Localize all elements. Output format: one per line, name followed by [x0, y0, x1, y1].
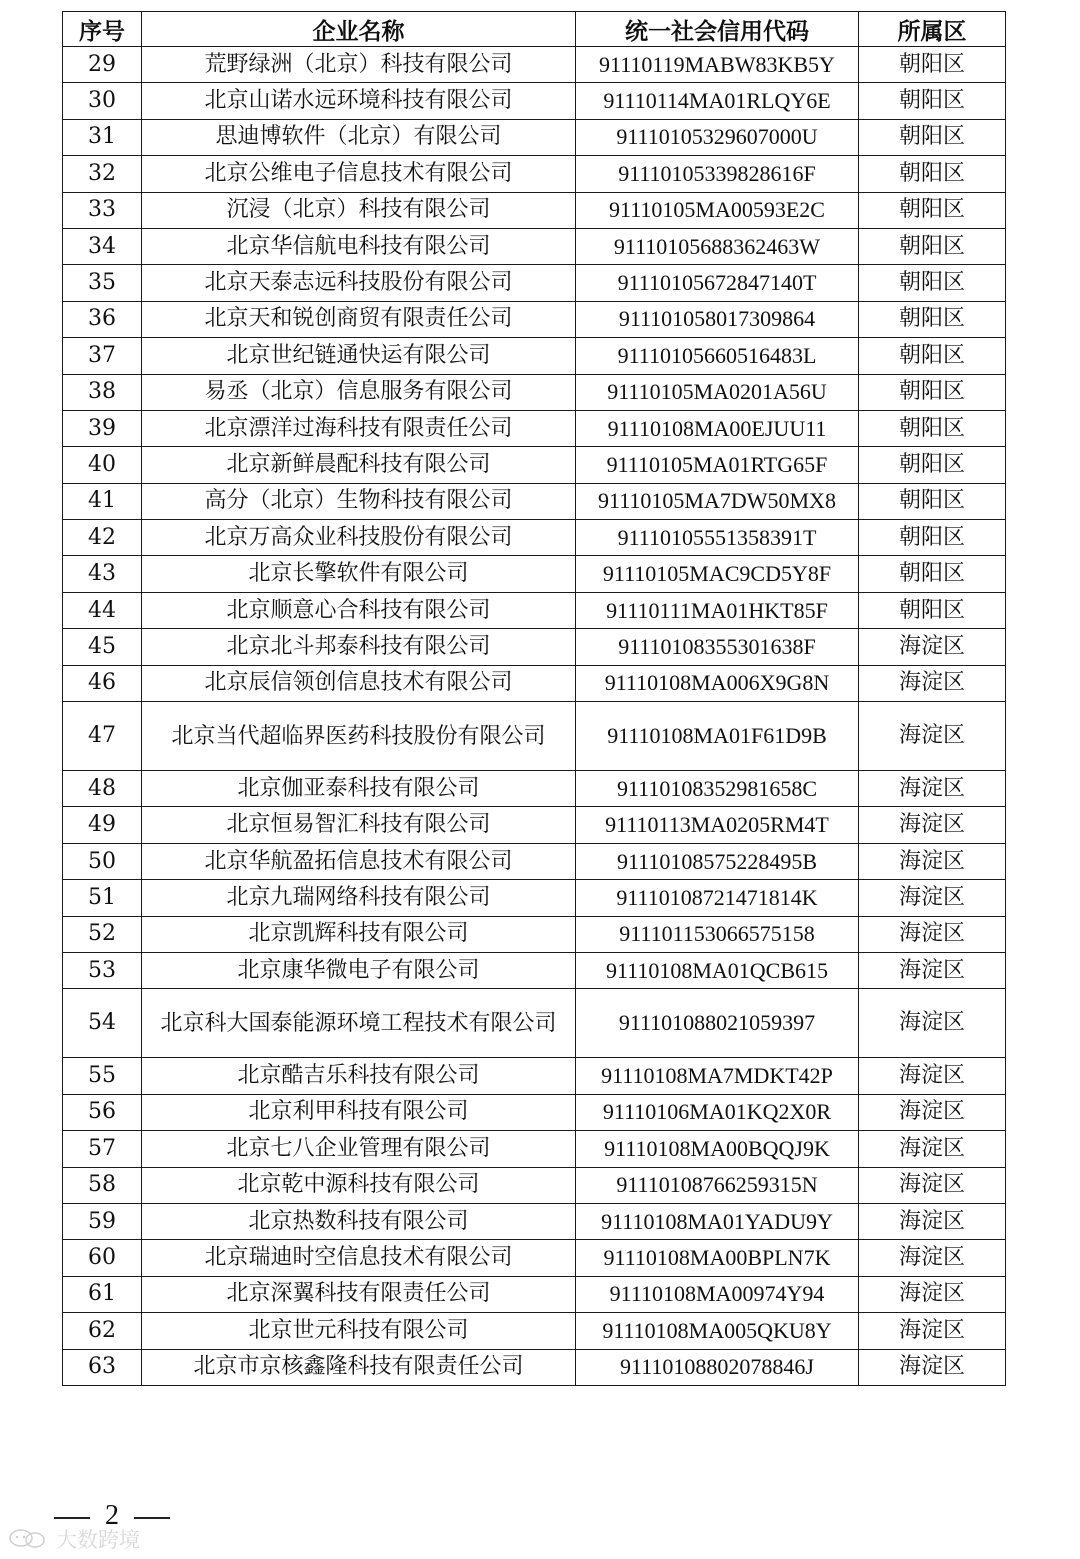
cell-credit-code: 91110108MA01YADU9Y	[576, 1203, 859, 1239]
table-row	[63, 952, 1006, 988]
watermark-text: 大数跨境	[56, 1528, 140, 1552]
table-row	[63, 592, 1006, 628]
cell-company-name: 北京热数科技有限公司	[142, 1203, 576, 1239]
cell-district: 海淀区	[859, 989, 1006, 1058]
cell-serial-number: 30	[63, 83, 142, 119]
cell-serial-number: 60	[63, 1240, 142, 1276]
cell-district: 朝阳区	[859, 592, 1006, 628]
cell-serial-number: 61	[63, 1276, 142, 1312]
table-header-row	[63, 12, 1006, 47]
cell-company-name: 北京康华微电子有限公司	[142, 952, 576, 988]
table-row	[63, 156, 1006, 192]
cell-company-name: 北京天和锐创商贸有限责任公司	[142, 301, 576, 337]
cell-district: 海淀区	[859, 1203, 1006, 1239]
cell-district: 海淀区	[859, 916, 1006, 952]
cell-district: 朝阳区	[859, 374, 1006, 410]
cell-district: 海淀区	[859, 771, 1006, 807]
cell-company-name: 北京新鲜晨配科技有限公司	[142, 447, 576, 483]
cell-serial-number: 32	[63, 156, 142, 192]
cell-company-name: 北京公维电子信息技术有限公司	[142, 156, 576, 192]
table-row	[63, 916, 1006, 952]
cell-serial-number: 63	[63, 1349, 142, 1385]
cell-credit-code: 91110119MABW83KB5Y	[576, 47, 859, 83]
cell-district: 海淀区	[859, 1058, 1006, 1094]
header-credit-code: 统一社会信用代码	[576, 12, 859, 47]
cell-credit-code: 91110105688362463W	[576, 228, 859, 264]
cell-district: 朝阳区	[859, 265, 1006, 301]
cell-company-name: 北京漂洋过海科技有限责任公司	[142, 410, 576, 446]
table-row	[63, 989, 1006, 1058]
cell-company-name: 北京万高众业科技股份有限公司	[142, 520, 576, 556]
cell-credit-code: 91110105551358391T	[576, 520, 859, 556]
table-row	[63, 880, 1006, 916]
cell-credit-code: 91110108MA00BQQJ9K	[576, 1131, 859, 1167]
table-row	[63, 1240, 1006, 1276]
cell-credit-code: 91110105660516483L	[576, 338, 859, 374]
cell-serial-number: 56	[63, 1094, 142, 1130]
cell-district: 朝阳区	[859, 47, 1006, 83]
header-serial-number: 序号	[63, 12, 142, 47]
table-row	[63, 1094, 1006, 1130]
cell-company-name: 北京辰信领创信息技术有限公司	[142, 665, 576, 701]
cell-company-name: 沉浸（北京）科技有限公司	[142, 192, 576, 228]
cell-serial-number: 34	[63, 228, 142, 264]
header-district: 所属区	[859, 12, 1006, 47]
cell-credit-code: 91110105MA0201A56U	[576, 374, 859, 410]
cell-company-name: 北京当代超临界医药科技股份有限公司	[142, 702, 576, 771]
cell-district: 海淀区	[859, 1167, 1006, 1203]
table-row	[63, 83, 1006, 119]
table-row	[63, 807, 1006, 843]
cell-credit-code: 91110114MA01RLQY6E	[576, 83, 859, 119]
footer-dash-left	[54, 1517, 90, 1519]
table-row	[63, 374, 1006, 410]
cell-company-name: 易丞（北京）信息服务有限公司	[142, 374, 576, 410]
cell-company-name: 北京科大国泰能源环境工程技术有限公司	[142, 989, 576, 1058]
table-row	[63, 1203, 1006, 1239]
cell-credit-code: 91110105MA7DW50MX8	[576, 483, 859, 519]
cell-serial-number: 31	[63, 119, 142, 155]
table-row	[63, 629, 1006, 665]
cell-credit-code: 91110108575228495B	[576, 843, 859, 879]
cell-serial-number: 41	[63, 483, 142, 519]
cell-district: 朝阳区	[859, 192, 1006, 228]
table-row	[63, 192, 1006, 228]
cell-company-name: 北京七八企业管理有限公司	[142, 1131, 576, 1167]
cell-credit-code: 91110108MA005QKU8Y	[576, 1313, 859, 1349]
cell-district: 海淀区	[859, 665, 1006, 701]
cell-district: 海淀区	[859, 843, 1006, 879]
cell-serial-number: 54	[63, 989, 142, 1058]
cell-district: 朝阳区	[859, 119, 1006, 155]
cell-credit-code: 911101058017309864	[576, 301, 859, 337]
cell-credit-code: 911101088021059397	[576, 989, 859, 1058]
cell-serial-number: 29	[63, 47, 142, 83]
cell-credit-code: 91110108MA006X9G8N	[576, 665, 859, 701]
cell-serial-number: 53	[63, 952, 142, 988]
table-row	[63, 665, 1006, 701]
cell-serial-number: 37	[63, 338, 142, 374]
cell-company-name: 北京乾中源科技有限公司	[142, 1167, 576, 1203]
cell-credit-code: 91110108355301638F	[576, 629, 859, 665]
cell-company-name: 北京市京核鑫隆科技有限责任公司	[142, 1349, 576, 1385]
cell-serial-number: 50	[63, 843, 142, 879]
table-row	[63, 338, 1006, 374]
cell-company-name: 北京世元科技有限公司	[142, 1313, 576, 1349]
cell-district: 朝阳区	[859, 338, 1006, 374]
table-row	[63, 1058, 1006, 1094]
cell-serial-number: 42	[63, 520, 142, 556]
cell-company-name: 北京北斗邦泰科技有限公司	[142, 629, 576, 665]
watermark	[8, 1524, 140, 1554]
cell-credit-code: 91110108MA7MDKT42P	[576, 1058, 859, 1094]
cell-serial-number: 44	[63, 592, 142, 628]
table-row	[63, 47, 1006, 83]
cell-company-name: 北京长擎软件有限公司	[142, 556, 576, 592]
table-row	[63, 228, 1006, 264]
cell-credit-code: 91110108352981658C	[576, 771, 859, 807]
cell-district: 朝阳区	[859, 410, 1006, 446]
cell-serial-number: 57	[63, 1131, 142, 1167]
table-row	[63, 520, 1006, 556]
cell-company-name: 北京天泰志远科技股份有限公司	[142, 265, 576, 301]
cell-credit-code: 91110108MA00974Y94	[576, 1276, 859, 1312]
table-row	[63, 265, 1006, 301]
cell-company-name: 北京顺意心合科技有限公司	[142, 592, 576, 628]
cell-district: 海淀区	[859, 1094, 1006, 1130]
cell-credit-code: 91110106MA01KQ2X0R	[576, 1094, 859, 1130]
cell-credit-code: 91110108MA00BPLN7K	[576, 1240, 859, 1276]
cell-company-name: 北京利甲科技有限公司	[142, 1094, 576, 1130]
cell-serial-number: 40	[63, 447, 142, 483]
cell-credit-code: 91110108MA01F61D9B	[576, 702, 859, 771]
cell-serial-number: 47	[63, 702, 142, 771]
cell-district: 朝阳区	[859, 556, 1006, 592]
cell-serial-number: 52	[63, 916, 142, 952]
table-row	[63, 556, 1006, 592]
cell-district: 朝阳区	[859, 156, 1006, 192]
cell-credit-code: 91110108721471814K	[576, 880, 859, 916]
header-company-name: 企业名称	[142, 12, 576, 47]
table-row	[63, 483, 1006, 519]
cell-district: 朝阳区	[859, 447, 1006, 483]
cell-serial-number: 35	[63, 265, 142, 301]
cell-serial-number: 59	[63, 1203, 142, 1239]
cell-serial-number: 33	[63, 192, 142, 228]
cell-company-name: 北京伽亚泰科技有限公司	[142, 771, 576, 807]
footer-dash-right	[134, 1517, 170, 1519]
cell-serial-number: 38	[63, 374, 142, 410]
cell-company-name: 北京凯辉科技有限公司	[142, 916, 576, 952]
cell-serial-number: 51	[63, 880, 142, 916]
cell-company-name: 高分（北京）生物科技有限公司	[142, 483, 576, 519]
table-row	[63, 843, 1006, 879]
table-row	[63, 301, 1006, 337]
cell-company-name: 北京世纪链通快运有限公司	[142, 338, 576, 374]
cell-serial-number: 36	[63, 301, 142, 337]
cell-serial-number: 62	[63, 1313, 142, 1349]
cell-serial-number: 58	[63, 1167, 142, 1203]
table-row	[63, 1131, 1006, 1167]
table-row	[63, 1349, 1006, 1385]
cell-district: 朝阳区	[859, 83, 1006, 119]
cell-serial-number: 46	[63, 665, 142, 701]
table-row	[63, 771, 1006, 807]
cell-serial-number: 48	[63, 771, 142, 807]
cell-district: 海淀区	[859, 1240, 1006, 1276]
cell-company-name: 荒野绿洲（北京）科技有限公司	[142, 47, 576, 83]
table-row	[63, 119, 1006, 155]
cell-district: 朝阳区	[859, 520, 1006, 556]
cell-district: 海淀区	[859, 1131, 1006, 1167]
cell-credit-code: 91110111MA01HKT85F	[576, 592, 859, 628]
cell-district: 朝阳区	[859, 228, 1006, 264]
cell-district: 海淀区	[859, 880, 1006, 916]
cell-district: 海淀区	[859, 702, 1006, 771]
cell-credit-code: 91110108802078846J	[576, 1349, 859, 1385]
cell-company-name: 北京华信航电科技有限公司	[142, 228, 576, 264]
cell-credit-code: 91110105MAC9CD5Y8F	[576, 556, 859, 592]
table-row	[63, 1313, 1006, 1349]
cell-credit-code: 91110105MA00593E2C	[576, 192, 859, 228]
cell-district: 朝阳区	[859, 483, 1006, 519]
cell-district: 朝阳区	[859, 301, 1006, 337]
cell-district: 海淀区	[859, 952, 1006, 988]
company-list-table	[62, 11, 1006, 1386]
cell-company-name: 北京瑞迪时空信息技术有限公司	[142, 1240, 576, 1276]
table-row	[63, 1276, 1006, 1312]
cell-district: 海淀区	[859, 1349, 1006, 1385]
cell-credit-code: 91110105672847140T	[576, 265, 859, 301]
cell-company-name: 北京深翼科技有限责任公司	[142, 1276, 576, 1312]
page-number: 2	[105, 1500, 119, 1531]
cell-credit-code: 91110108MA01QCB615	[576, 952, 859, 988]
cell-district: 海淀区	[859, 1276, 1006, 1312]
cell-credit-code: 91110108766259315N	[576, 1167, 859, 1203]
cell-company-name: 北京山诺水远环境科技有限公司	[142, 83, 576, 119]
table-row	[63, 702, 1006, 771]
cell-credit-code: 91110113MA0205RM4T	[576, 807, 859, 843]
cell-serial-number: 55	[63, 1058, 142, 1094]
cell-district: 海淀区	[859, 807, 1006, 843]
cell-company-name: 北京酷吉乐科技有限公司	[142, 1058, 576, 1094]
cell-company-name: 北京恒易智汇科技有限公司	[142, 807, 576, 843]
cell-serial-number: 43	[63, 556, 142, 592]
cell-company-name: 北京华航盈拓信息技术有限公司	[142, 843, 576, 879]
cell-serial-number: 49	[63, 807, 142, 843]
cell-serial-number: 45	[63, 629, 142, 665]
table-row	[63, 447, 1006, 483]
cell-credit-code: 91110105329607000U	[576, 119, 859, 155]
wechat-logo-icon	[8, 1529, 50, 1549]
cell-company-name: 思迪博软件（北京）有限公司	[142, 119, 576, 155]
cell-company-name: 北京九瑞网络科技有限公司	[142, 880, 576, 916]
cell-district: 海淀区	[859, 1313, 1006, 1349]
cell-credit-code: 91110105339828616F	[576, 156, 859, 192]
table-row	[63, 1167, 1006, 1203]
cell-district: 海淀区	[859, 629, 1006, 665]
cell-serial-number: 39	[63, 410, 142, 446]
cell-credit-code: 91110105MA01RTG65F	[576, 447, 859, 483]
cell-credit-code: 911101153066575158	[576, 916, 859, 952]
cell-credit-code: 91110108MA00EJUU11	[576, 410, 859, 446]
table-row	[63, 410, 1006, 446]
